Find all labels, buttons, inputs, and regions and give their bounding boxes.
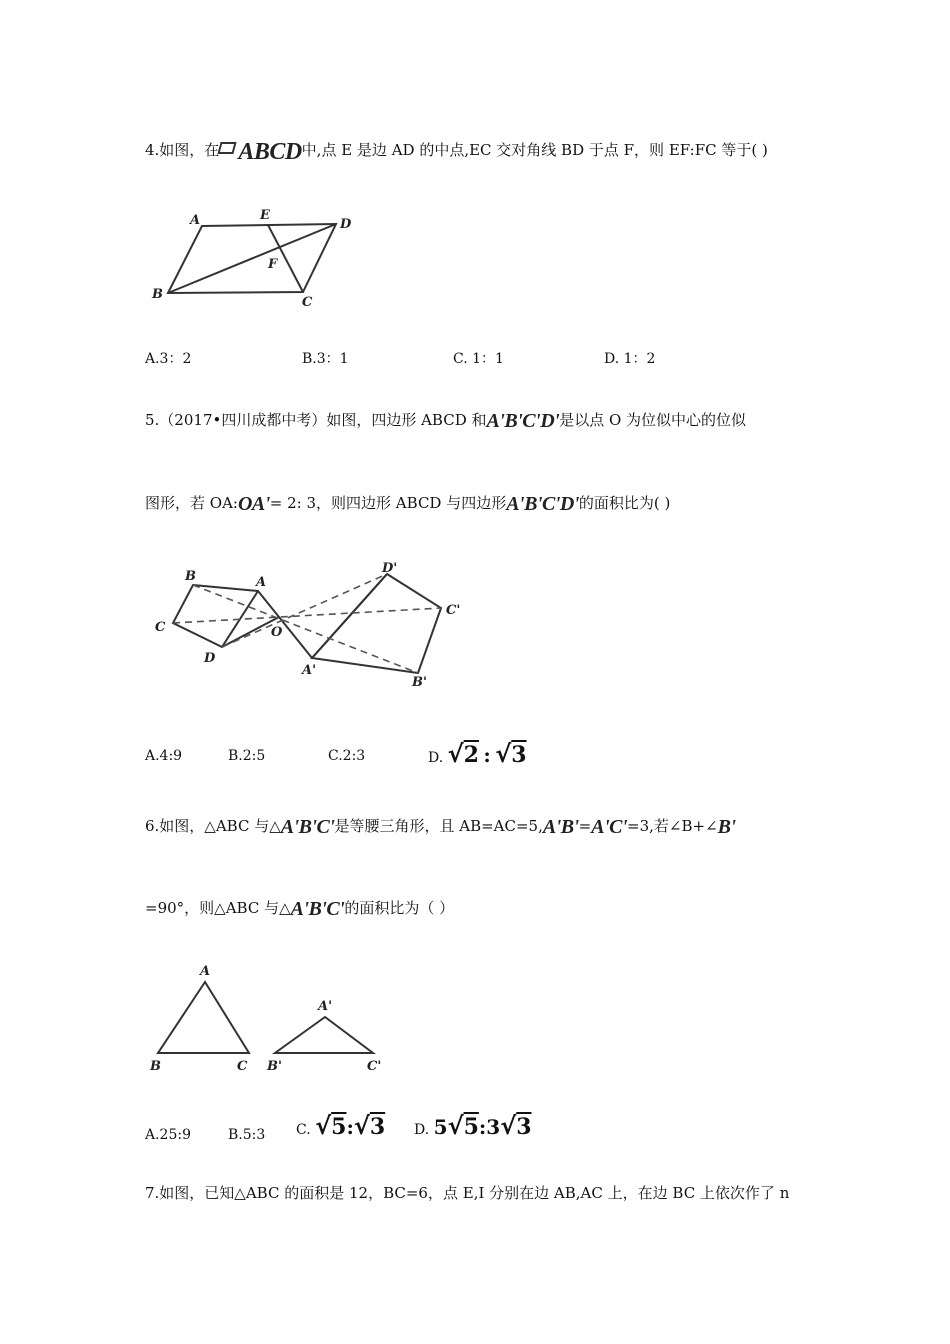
q4-option-d: D. 1：2 [604,351,656,367]
q6-d-sep: : [478,1115,487,1139]
q5-label-a: A [256,575,267,590]
q5-line1-prefix: 5.（2017•四川成都中考）如图，四边形 ABCD 和 [145,411,487,429]
q5-figure [150,558,480,688]
q5-option-d [428,740,527,768]
q4-diagonal-bd [168,224,336,293]
q5-option-b: B.2:5 [228,748,266,764]
q4-label-e: E [260,208,270,223]
q5-label-d: D [204,651,216,666]
q5-label-a-prime: A' [302,663,317,678]
q6-d-rad2: 3 [516,1114,532,1140]
q6-option-b: B.5:3 [228,1127,266,1143]
sqrt-icon: √ [447,740,464,768]
q6-line1-prefix: 6.如图，△ABC 与△ [145,817,281,835]
q4-option-a: A.3：2 [145,351,192,367]
q5-option-c: C.2:3 [328,748,366,764]
q6-label-b-prime: B' [267,1059,282,1074]
q6-triangle-prime [275,1017,373,1053]
q4-math-abcd: ABCD [238,139,302,165]
q6-option-a: A.25:9 [145,1127,191,1143]
q6-d-rad1: 5 [463,1114,479,1140]
q6-label-b: B [150,1059,161,1074]
q7-stem: 7.如图，已知△ABC 的面积是 12，BC=6，点 E,I 分别在边 AB,AC 上，在边 BC 上依次作了 n [145,1184,790,1202]
q4-suffix: 中,点 E 是边 AD 的中点,EC 交对角线 BD 于点 F，则 EF:FC 等于( ) [301,141,768,159]
q5-quad-prime [312,574,441,673]
q5-label-c-prime: C' [446,603,461,618]
sqrt-icon: √ [447,1112,464,1140]
q5-label-c: C [155,620,166,635]
q5-quad-abcd [173,585,279,647]
q5-math-abcd-prime: A'B'C'D' [486,410,560,432]
q5-option-a: A.4:9 [145,748,183,764]
q6-label-a: A [200,964,211,979]
q5-line2-suffix: 的面积比为( ) [578,494,671,512]
q6-option-c [296,1112,385,1140]
q4-label-b: B [152,287,163,302]
q6-option-d-label: D. [414,1122,430,1138]
q6-line1-mid: 是等腰三角形，且 AB=AC=5, [334,817,543,835]
q5-line2-mid: = 2: 3，则四边形 ABCD 与四边形 [269,494,507,512]
q5-line1 [145,410,746,431]
q6-line2-suffix: 的面积比为（ ） [344,899,455,917]
q6-c-right: 3 [369,1114,386,1140]
q5-line2 [145,493,670,514]
sqrt-icon: √ [353,1112,370,1140]
q6-option-c-label: C. [296,1122,311,1138]
q5-line1-suffix: 是以点 O 为位似中心的位似 [559,411,747,429]
q5-dashed-cc [173,608,441,623]
q6-d-coef2: 3 [486,1115,501,1139]
q6-figure [145,960,395,1075]
q6-line1 [145,816,736,837]
q6-math-abc-prime-2: A'B'C' [290,898,345,920]
q5-math-oa-prime: OA' [237,493,270,515]
q4-label-d: D [340,217,352,232]
q6-option-d [414,1112,532,1140]
q6-triangle-abc [158,982,249,1053]
q5-label-b-prime: B' [412,675,427,688]
q4-option-b: B.3：1 [302,351,349,367]
sqrt-icon: √ [500,1112,517,1140]
q6-label-c: C [237,1059,248,1074]
q5-label-d-prime: D' [382,561,398,576]
q5-line2-prefix: 图形，若 OA: [145,494,238,512]
q4-prefix: 4.如图，在 [145,141,220,159]
q5-dashed-bb [193,585,418,673]
q5-dashed-dd [222,574,387,647]
q6-c-sep: : [346,1115,354,1139]
q6-line2 [145,898,454,919]
q5-label-o: O [271,625,283,640]
q6-math-ab-prime: A'B' [542,816,579,838]
q5-d-left: 2 [463,742,479,768]
q6-c-left: 5 [331,1114,347,1140]
q6-math-ac-prime: A'C' [591,816,628,838]
sqrt-icon: √ [495,740,512,768]
q6-d-coef1: 5 [433,1115,448,1139]
q4-figure [140,200,370,310]
parallelogram-icon [218,142,237,154]
q6-eq: = [578,817,592,835]
q5-option-d-label: D. [428,750,444,766]
q6-label-a-prime: A' [318,999,333,1014]
sqrt-icon: √ [315,1112,332,1140]
q4-label-c: C [302,295,313,310]
q6-label-c-prime: C' [367,1059,382,1074]
q6-math-abc-prime: A'B'C' [280,816,335,838]
q6-math-b-prime: B' [717,816,736,838]
q5-d-right: 3 [511,742,527,768]
q4-option-c: C. 1：1 [453,351,504,367]
q4-stem [145,139,768,165]
q5-label-b: B [185,569,196,584]
q6-line1-mid2: =3,若∠B+∠ [627,817,718,835]
q5-d-sep: : [483,743,491,767]
q5-math-abcd-prime-2: A'B'C'D' [506,493,579,515]
q6-line2-prefix: =90°，则△ABC 与△ [145,899,291,917]
q4-label-f: F [268,257,278,272]
q4-label-a: A [190,213,201,228]
